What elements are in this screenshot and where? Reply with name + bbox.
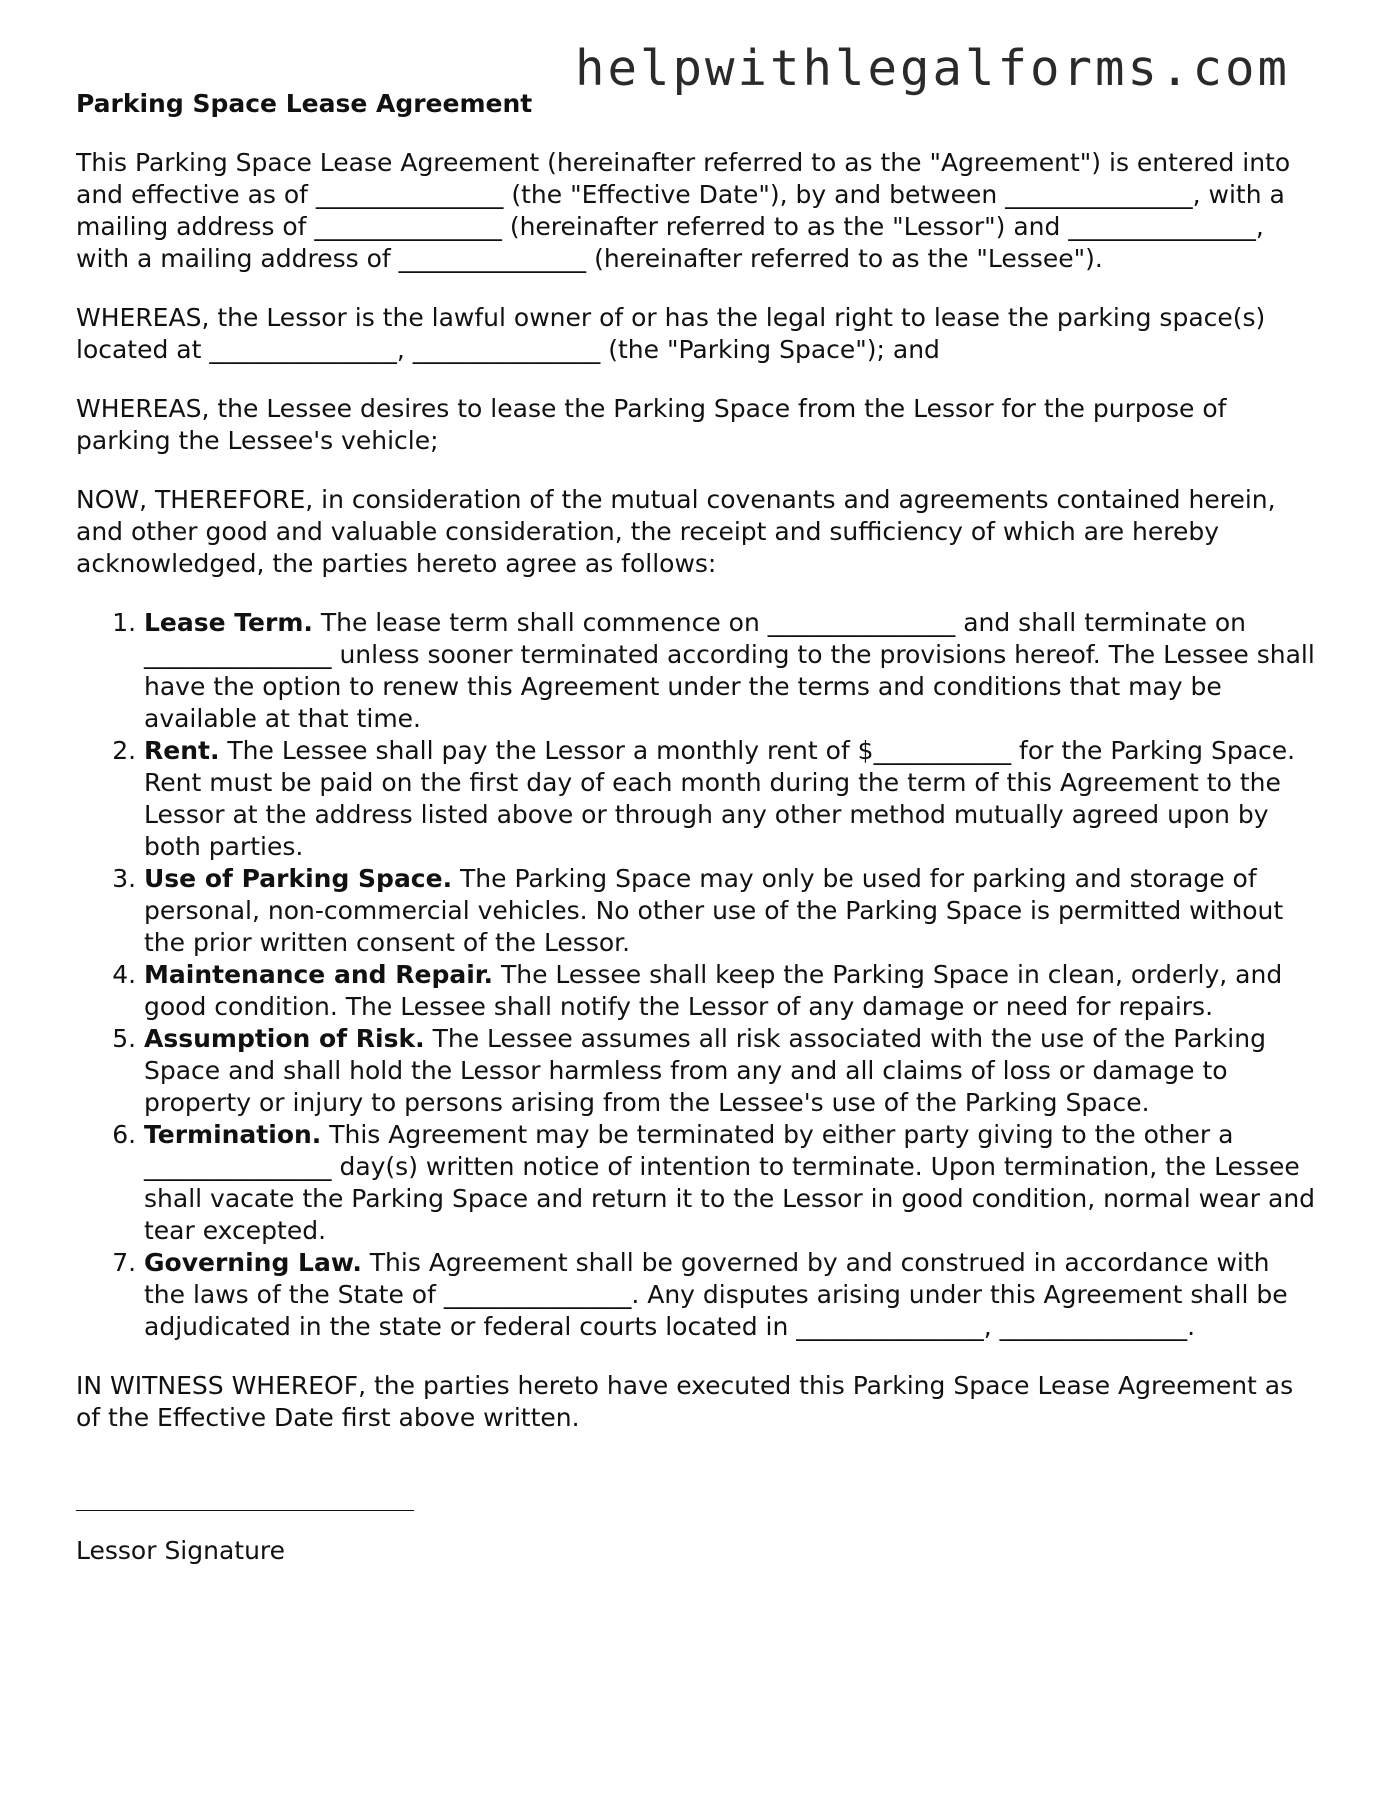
whereas-paragraph-1: WHEREAS, the Lessor is the lawful owner of or has the legal right to lease the parking space(s) located at _______________, _______________ (the "Parking Space"); and (76, 303, 1266, 364)
term-text: The Lessee shall pay the Lessor a monthly rent of $___________ for the Parking Space. Rent must be paid on the first day of each month during the term of this Agreement to the Lessor at the address listed above or through any other method mutually agreed upon by both parties. (144, 736, 1296, 861)
document-title: Parking Space Lease Agreement (76, 89, 533, 118)
term-item-governing-law (144, 1247, 1316, 1343)
term-text: The Parking Space may only be used for parking and storage of personal, non-commercial vehicles. No other use of the Parking Space is permitted without the prior written consent of the Lessor. (144, 864, 1284, 957)
term-text: The Lessee assumes all risk associated with the use of the Parking Space and shall hold the Lessor harmless from any and all claims of loss or damage to property or injury to persons arising from the Lessee's use of the Parking Space. (144, 1024, 1266, 1117)
term-text: This Agreement shall be governed by and construed in accordance with the laws of the State of _______________. Any disputes arising under this Agreement shall be adjudicated in the state or federal courts located in _______________, _______________. (144, 1248, 1288, 1341)
now-therefore-paragraph: NOW, THEREFORE, in consideration of the mutual covenants and agreements contained herein, and other good and valuable consideration, the receipt and sufficiency of which are hereby acknowledged, the parties hereto agree as follows: (76, 485, 1276, 578)
lease-document (76, 88, 1316, 1567)
term-label: Maintenance and Repair. (144, 960, 494, 989)
term-item-lease-term (144, 607, 1316, 735)
term-label: Rent. (144, 736, 220, 765)
lessor-signature-label: Lessor Signature (76, 1536, 286, 1565)
lessor-signature-line[interactable] (76, 1480, 414, 1511)
term-item-termination (144, 1119, 1316, 1247)
terms-list (76, 607, 1316, 1343)
term-item-maintenance-and-repair (144, 959, 1316, 1023)
term-item-assumption-of-risk (144, 1023, 1316, 1119)
term-text: This Agreement may be terminated by either party giving to the other a _______________ day(s) written notice of intention to terminate. Upon termination, the Lessee shall vacate the Parking Space and return it to the Lessor in good condition, normal wear and tear excepted. (144, 1120, 1316, 1245)
term-label: Use of Parking Space. (144, 864, 453, 893)
term-text: The lease term shall commence on _______________ and shall terminate on _______________ unless sooner terminated according to the provisions hereof. The Lessee shall have the option to renew this Agreement under the terms and conditions that may be available at that time. (144, 608, 1315, 733)
term-label: Governing Law. (144, 1248, 362, 1277)
witness-paragraph: IN WITNESS WHEREOF, the parties hereto have executed this Parking Space Lease Agreement as of the Effective Date first above written. (76, 1371, 1294, 1432)
whereas-paragraph-2: WHEREAS, the Lessee desires to lease the Parking Space from the Lessor for the purpose of parking the Lessee's vehicle; (76, 394, 1227, 455)
term-label: Termination. (144, 1120, 322, 1149)
term-item-rent (144, 735, 1316, 863)
term-item-use-of-parking-space (144, 863, 1316, 959)
site-watermark: helpwithlegalforms.com (575, 40, 1291, 97)
term-label: Assumption of Risk. (144, 1024, 425, 1053)
intro-paragraph: This Parking Space Lease Agreement (hereinafter referred to as the "Agreement") is entered into and effective as of _______________ (the "Effective Date"), by and between _______________, with a mailing address of _______________ (hereinafter referred to as the "Lessor") and _______________, with a mailing address of _______________ (hereinafter referred to as the "Lessee"). (76, 148, 1291, 273)
term-label: Lease Term. (144, 608, 313, 637)
term-text: The Lessee shall keep the Parking Space in clean, orderly, and good condition. The Lessee shall notify the Lessor of any damage or need for repairs. (144, 960, 1283, 1021)
